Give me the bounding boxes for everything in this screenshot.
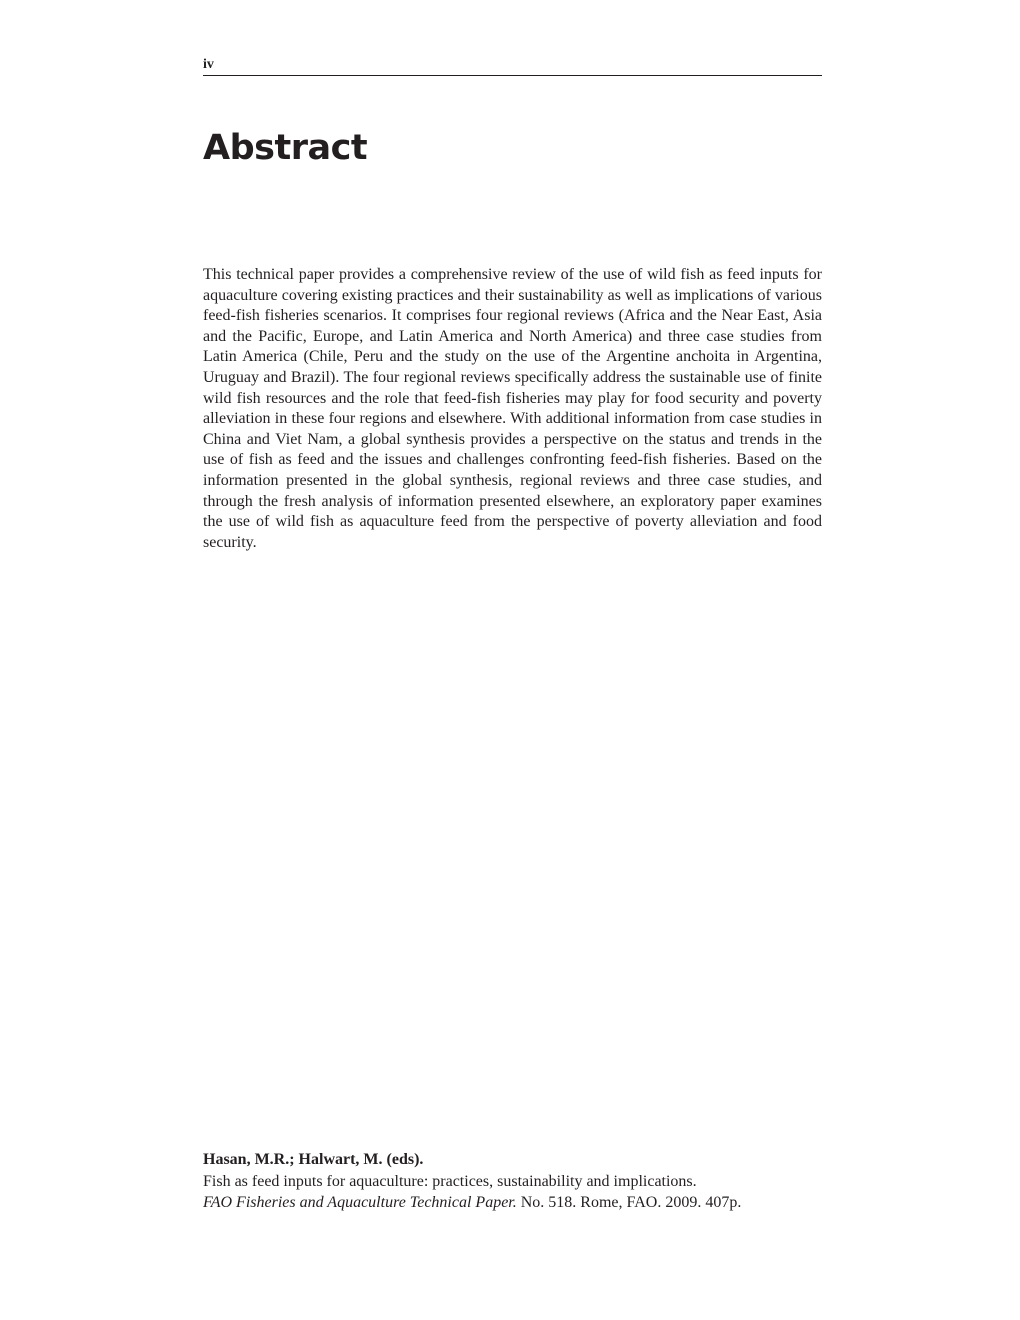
- citation-details: No. 518. Rome, FAO. 2009. 407p.: [516, 1194, 742, 1211]
- citation-authors: Hasan, M.R.; Halwart, M. (eds).: [203, 1151, 424, 1168]
- citation-series: FAO Fisheries and Aquaculture Technical Paper.: [203, 1194, 517, 1211]
- citation: [203, 1149, 822, 1214]
- citation-title: Fish as feed inputs for aquaculture: practices, sustainability and implications.: [203, 1172, 697, 1190]
- abstract-body: This technical paper provides a comprehensive review of the use of wild fish as feed inputs for aquaculture covering existing practices and their sustainability as well as implications of various feed-fish fisheries scenarios. It comprises four regional reviews (Africa and the Near East, Asia and the Pacific, Europe, and Latin America and North America) and three case studies from Latin America (Chile, Peru and the study on the use of the Argentine anchoita in Argentina, Uruguay and Brazil). The four regional reviews specifically address the sustainable use of finite wild fish resources and the role that feed-fish fisheries may play for food security and poverty alleviation in these four regions and elsewhere. With additional information from case studies in China and Viet Nam, a global synthesis provides a perspective on the status and trends in the use of fish as feed and the issues and challenges confronting feed-fish fisheries. Based on the information presented in the global synthesis, regional reviews and three case studies, and through the fresh analysis of information presented elsewhere, an exploratory paper examines the use of wild fish as aquaculture feed from the perspective of poverty alleviation and food security.: [203, 266, 822, 551]
- page-number: iv: [203, 57, 214, 72]
- header-rule: [203, 75, 822, 76]
- page-title: Abstract: [203, 128, 368, 168]
